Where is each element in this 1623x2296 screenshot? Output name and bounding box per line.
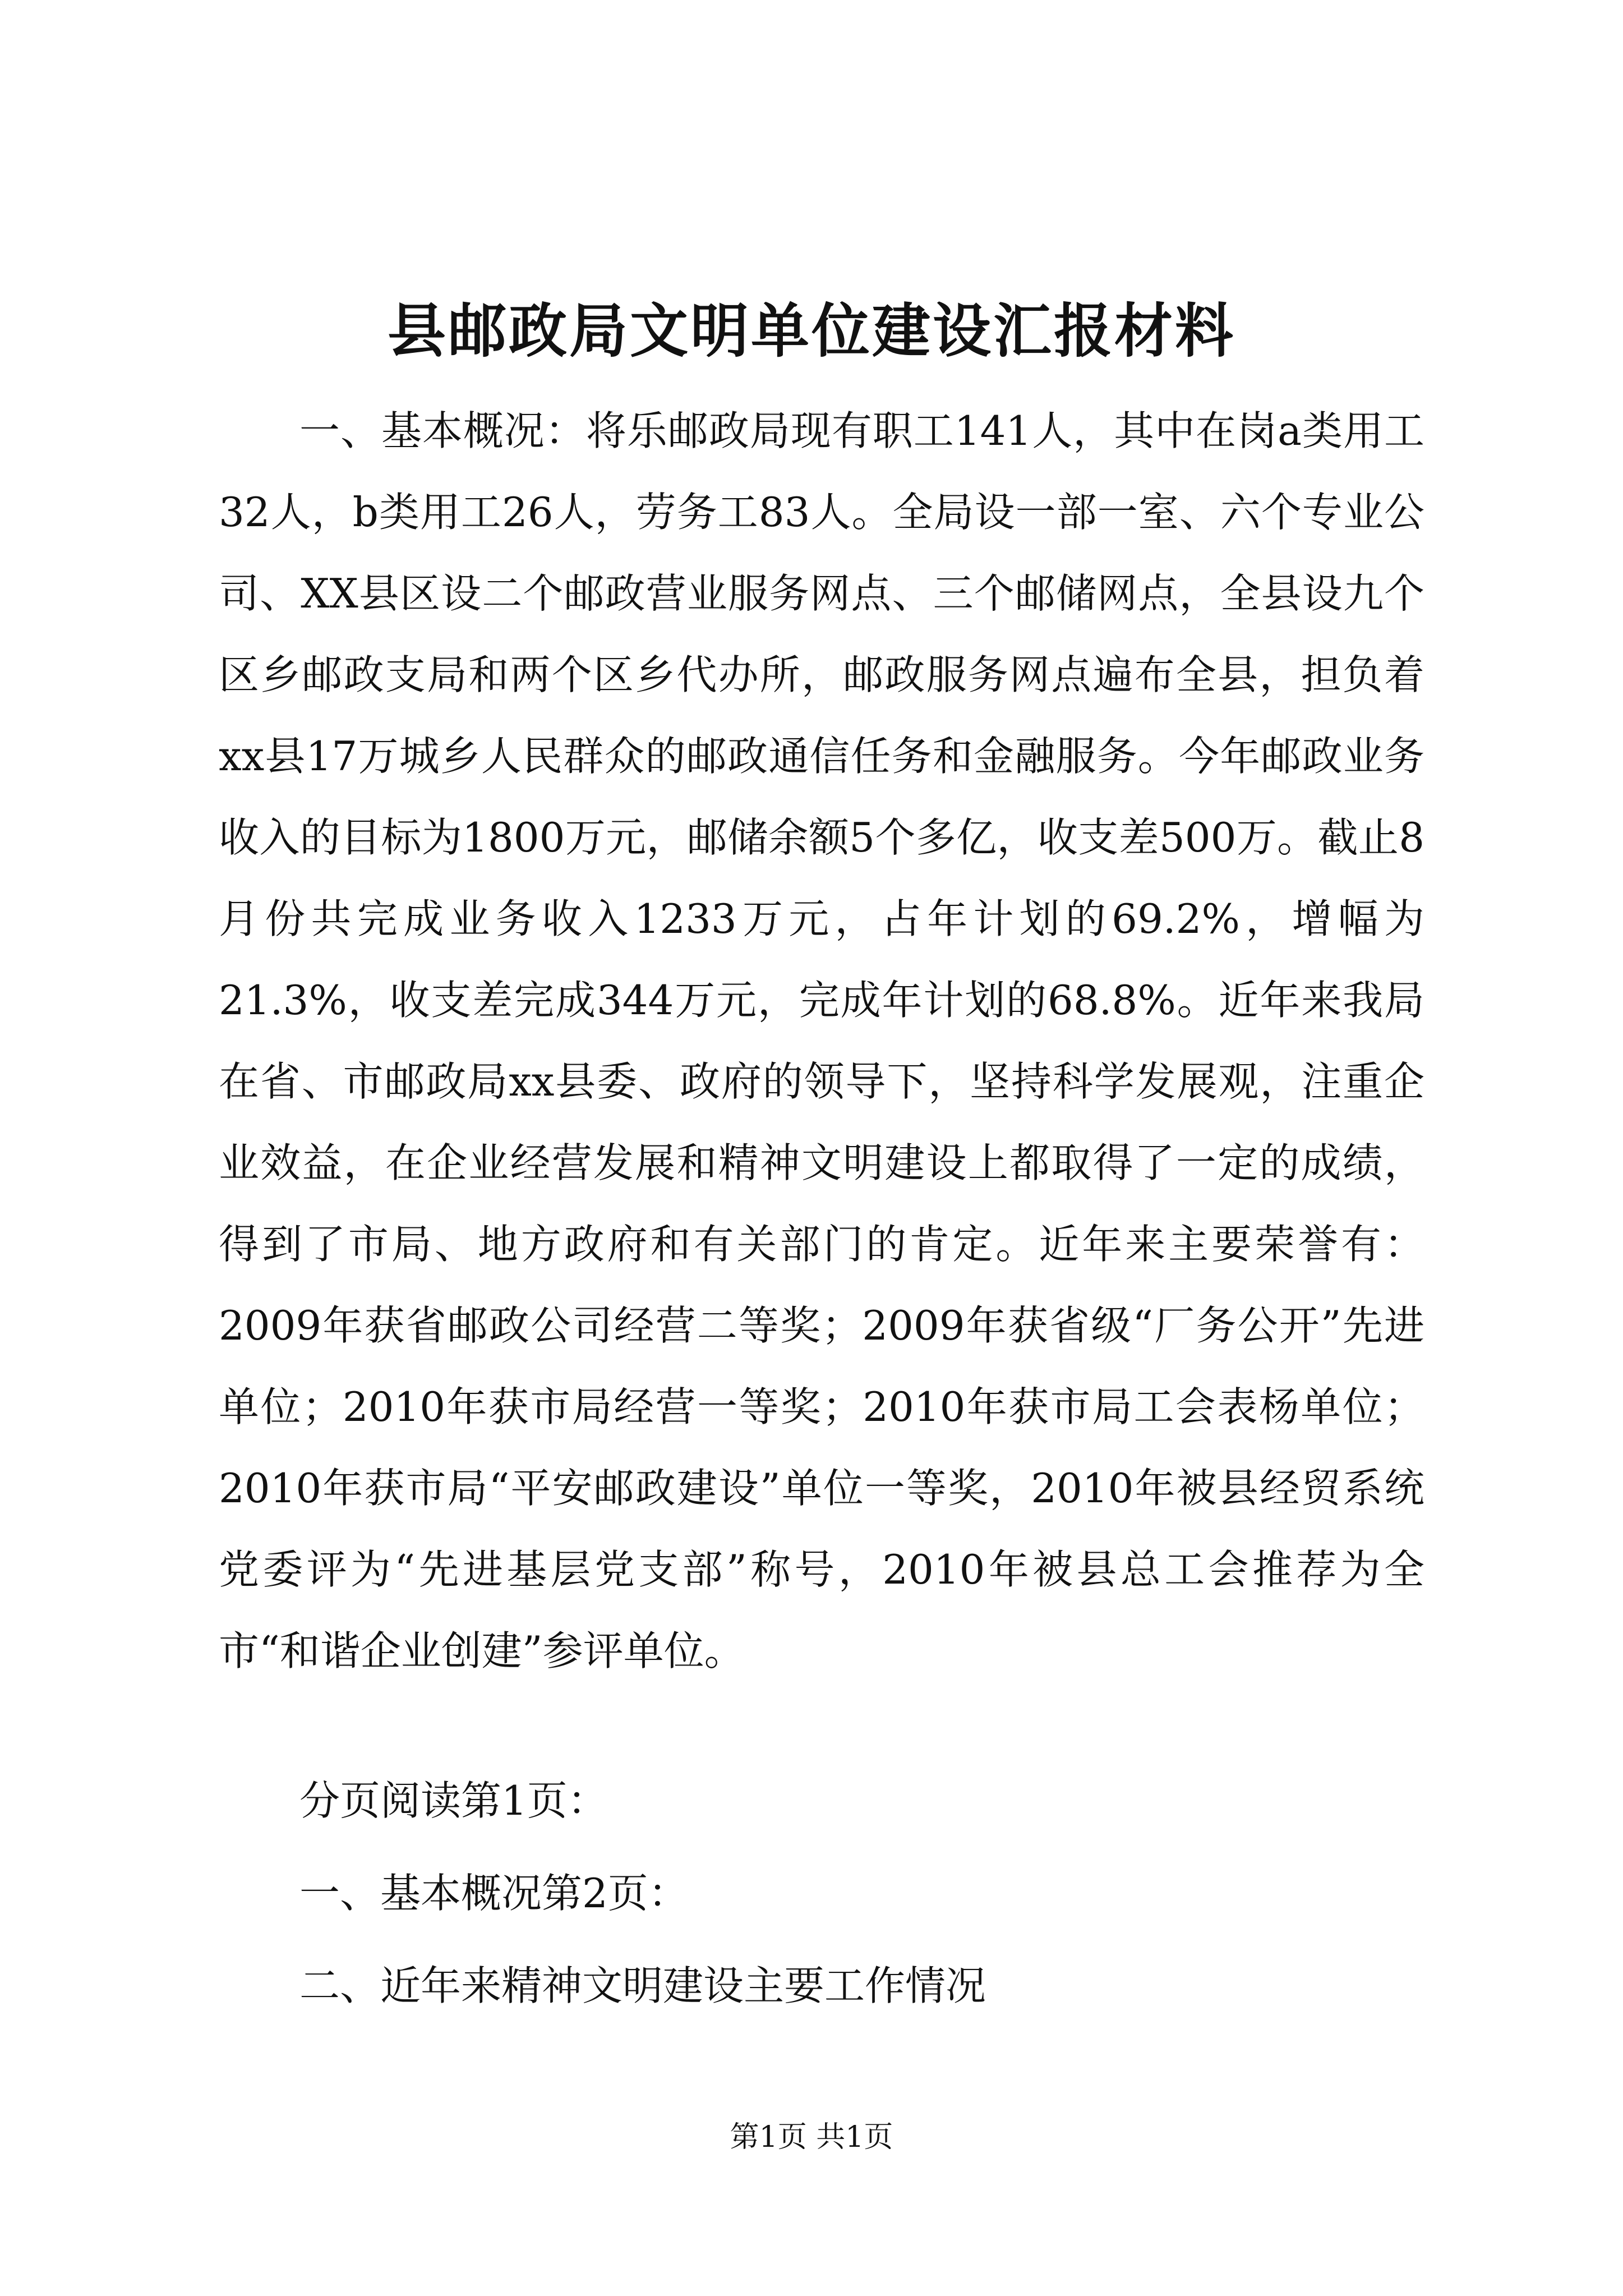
toc-line-page-1: 分页阅读第1页： (299, 1777, 608, 1824)
body-paragraph: 一、基本概况：将乐邮政局现有职工141人，其中在岗a类用工32人，b类用工26人，劳务工83人。全局设一部一室、六个专业公司、XX县区设二个邮政营业服务网点、三个邮储网点，全县设九个区乡邮政支局和两个区乡代办所，邮政服务网点遍布全县，担负着xx县17万城乡人民群众的邮政通信任务和金融服务。今年邮政业务收入的目标为1800万元，邮储余额5个多亿，收支差500万。截止8月份共完成业务收入1233万元，占年计划的69.2%，增幅为21.3%，收支差完成344万元，完成年计划的68.8%。近年来我局在省、市邮政局xx县委、政府的领导下，坚持科学发展观，注重企业效益，在企业经营发展和精神文明建设上都取得了一定的成绩，得到了市局、地方政府和有关部门的肯定。近年来主要荣誉有：2009年获省邮政公司经营二等奖；2009年获省级“厂务公开”先进单位；2010年获市局经营一等奖；2010年获市局工会表杨单位；2010年获市局“平安邮政建设”单位一等奖，2010年被县经贸系统党委评为“先进基层党支部”称号，2010年被县总工会推荐为全市“和谐企业创建”参评单位。 (219, 407, 1424, 1674)
document-title: 县邮政局文明单位建设汇报材料 (387, 296, 1235, 365)
page-footer: 第1页 共1页 (730, 2120, 893, 2154)
section-heading-2: 二、近年来精神文明建设主要工作情况 (299, 1962, 986, 2009)
toc-line-page-2: 一、基本概况第2页： (299, 1870, 689, 1917)
